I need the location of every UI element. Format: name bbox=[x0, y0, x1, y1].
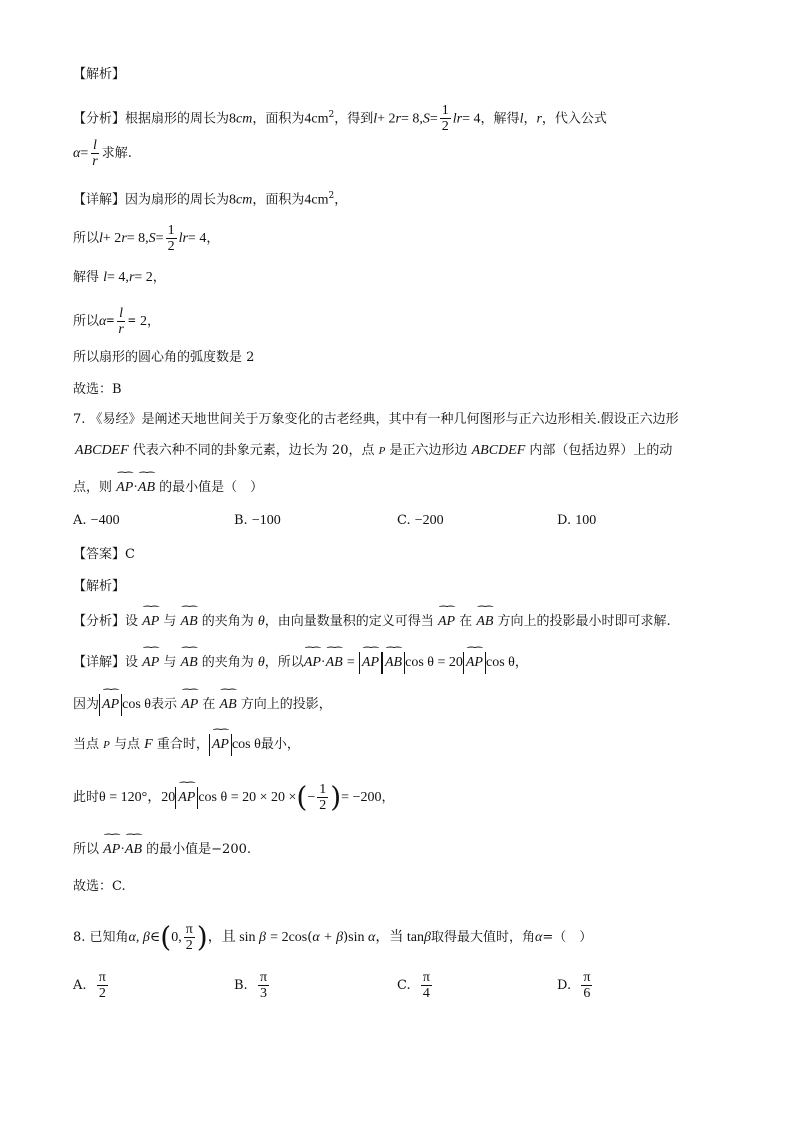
detail-line-3: 解得 l= 4,r= 2， bbox=[73, 270, 166, 285]
detail-line-4: 所以α= $\frac{l}{r}$ = 2， bbox=[73, 306, 160, 337]
choice-line-2: 故选：C. bbox=[73, 879, 126, 894]
option-c[interactable]: C. $\frac{\pi}{4}$ bbox=[397, 970, 430, 1001]
detail-q7-line-2: 因为⁀⁀ AP cos θ表示 ⁀⁀ AP 在 ⁀⁀ AB 方向上的投影， bbox=[73, 694, 332, 716]
question-7-line-1: 7. 《易经》是阐述天地世间关于万象变化的古老经典，其中有一种几何图形与正六边形相关.假设正六边形 bbox=[73, 412, 679, 427]
question-7-line-2: ABCDEF 代表六种不同的卦象元素，边长为 20，点 P 是正六边形边 ABCDEF 内部（包括边界）上的动 bbox=[75, 443, 673, 458]
option-b[interactable]: B. $\frac{\pi}{3}$ bbox=[234, 970, 268, 1001]
option-a[interactable]: A. $\frac{\pi}{2}$ bbox=[73, 970, 106, 1001]
analysis-line: 【分析】根据扇形的周长为8cm，面积为$4cm^2$，得到l+ 2r= 8,S= $\frac{1}{2}$ lr= 4，解得l，r，代入公式 bbox=[73, 103, 607, 135]
analysis-formula-line: α= $\frac{l}{r}$ 求解. bbox=[73, 138, 132, 169]
answer-line: 【答案】C bbox=[73, 547, 135, 562]
choice-line-1: 故选：B bbox=[73, 382, 122, 397]
analysis-line-2: 【分析】设 ⁀⁀ AP 与 ⁀⁀ AB 的夹角为 θ，由向量数量积的定义可得当 ⁀⁀ AP 在 ⁀⁀ AB 方向上的投影最小时即可求解. bbox=[73, 612, 671, 632]
detail-q7-line-5: 所以 ⁀⁀ AP·⁀⁀ AB 的最小值是−200. bbox=[73, 840, 251, 860]
option-b[interactable]: B. −100 bbox=[234, 513, 281, 528]
detail-q7-line-1: 【详解】设 ⁀⁀ AP 与 ⁀⁀ AB 的夹角为 θ，所以⁀⁀ AP·⁀⁀ AB = ⁀⁀ AP⁀⁀ AB cos θ = 20⁀⁀ AP cos θ， bbox=[73, 652, 528, 674]
detail-line-2: 所以l+ 2r= 8,S= $\frac{1}{2}$ lr= 4， bbox=[73, 223, 220, 254]
option-d[interactable]: D. 100 bbox=[557, 513, 597, 528]
question-8-stem: 8. 已知角α, β∈(0, $\frac{\pi}{2}$ )，且 sin β = 2cos(α + β)sin α，当 tanβ取得最大值时，角α=（ ） bbox=[73, 920, 593, 954]
detail-line-5: 所以扇形的圆心角的弧度数是 2 bbox=[73, 350, 255, 365]
detail-q7-line-4: 此时θ = 120°，20⁀⁀ AP cos θ = 20 × 20 ×(− $\frac{1}{2}$ )= −200， bbox=[73, 782, 394, 813]
option-a[interactable]: A. −400 bbox=[73, 513, 120, 528]
option-c[interactable]: C. −200 bbox=[397, 513, 444, 528]
solution-header-2: 【解析】 bbox=[73, 579, 126, 594]
detail-line-1: 【详解】因为扇形的周长为8cm，面积为$4cm^2$， bbox=[73, 191, 348, 208]
solution-header-1: 【解析】 bbox=[73, 67, 126, 82]
detail-q7-line-3: 当点 P 与点 F 重合时，⁀⁀ AP cos θ最小， bbox=[73, 734, 300, 756]
question-7-line-3: 点，则 ⁀⁀ AP·⁀⁀ AB 的最小值是（ ） bbox=[73, 478, 263, 498]
option-d[interactable]: D. $\frac{\pi}{6}$ bbox=[557, 970, 591, 1001]
